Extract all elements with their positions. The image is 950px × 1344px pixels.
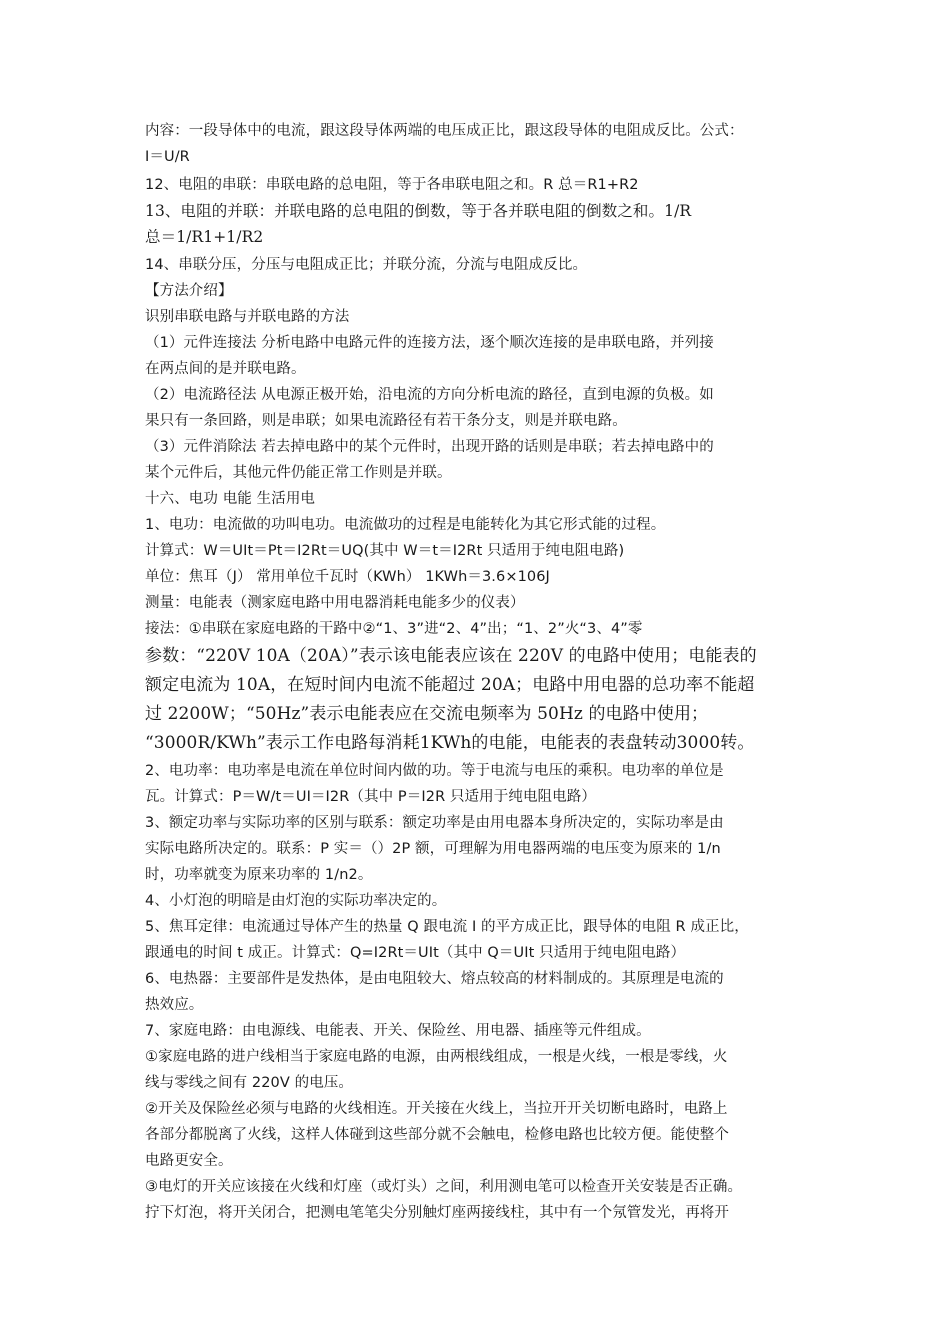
bulb-brightness-line: 4、小灯泡的明暗是由灯泡的实际功率决定的。 [145,893,447,909]
method-1-line-1: （1）元件连接法 分析电路中电路元件的连接方法，逐个顺次连接的是串联电路，并列接 [145,335,714,351]
method-3-line-1: （3）元件消除法 若去掉电路中的某个元件时，出现开路的话则是串联；若去掉电路中的 [145,439,714,455]
electric-work-formula: 计算式：W＝UIt＝Pt＝I2Rt＝UQ(其中 W＝t＝I2Rt 只适用于纯电阻电路) [145,543,625,559]
electric-work-measure: 测量：电能表（测家庭电路中用电器消耗电能多少的仪表） [145,595,525,611]
home-circuit-2-line-2: 各部分都脱离了火线，这样人体碰到这些部分就不会触电，检修电路也比较方便。能使整个 [145,1127,729,1143]
electric-work-unit: 单位：焦耳（J） 常用单位千瓦时（KWh） 1KWh＝3.6×106J [145,569,550,585]
parallel-resistance-formula: 总＝1/R1+1/R2 [145,228,264,246]
electric-work-wiring: 接法：①串联在家庭电路的干路中②“1、3”进“2、4”出；“1、2”火“3、4”零 [145,621,643,637]
heater-line-2: 热效应。 [145,997,204,1013]
section-16-heading: 十六、电功 电能 生活用电 [145,491,316,507]
method-2-line-2: 果只有一条回路，则是串联；如果电流路径有若干条分支，则是并联电路。 [145,413,627,429]
series-resistance-line: 12、电阻的串联：串联电路的总电阻，等于各串联电阻之和。R 总＝R1+R2 [145,177,639,193]
home-circuit-2-line-3: 电路更安全。 [145,1153,233,1169]
method-heading: 【方法介绍】 [145,283,233,299]
home-circuit-1-line-1: ①家庭电路的进户线相当于家庭电路的电源，由两根线组成，一根是火线，一根是零线，火 [145,1049,728,1065]
heater-line-1: 6、电热器：主要部件是发热体，是由电阻较大、熔点较高的材料制成的。其原理是电流的 [145,971,724,987]
rated-power-line-3: 时，功率就变为原来功率的 1/n2。 [145,867,373,883]
rated-power-line-1: 3、额定功率与实际功率的区别与联系：额定功率是由用电器本身所决定的，实际功率是由 [145,815,724,831]
joule-law-line-1: 5、焦耳定律：电流通过导体产生的热量 Q 跟电流 I 的平方成正比，跟导体的电阻 R 成正比， [145,919,749,935]
home-circuit-1-line-2: 线与零线之间有 220V 的电压。 [145,1075,354,1091]
rated-power-line-2: 实际电路所决定的。联系：P 实＝（）2P 额，可理解为用电器两端的电压变为原来的 1/n [145,841,721,857]
meter-params-line-2: 额定电流为 10A，在短时间内电流不能超过 20A；电路中用电器的总功率不能超 [145,675,755,695]
home-circuit-3-line-2: 拧下灯泡，将开关闭合，把测电笔笔尖分别触灯座两接线柱，其中有一个氖管发光，再将开 [145,1205,729,1221]
home-circuit-3-line-1: ③电灯的开关应该接在火线和灯座（或灯头）之间，利用测电笔可以检查开关安装是否正确。 [145,1179,743,1195]
divide-voltage-line: 14、串联分压，分压与电阻成正比；并联分流，分流与电阻成反比。 [145,257,588,273]
method-2-line-1: （2）电流路径法 从电源正极开始，沿电流的方向分析电流的路径，直到电源的负极。如 [145,387,714,403]
home-circuit-line: 7、家庭电路：由电源线、电能表、开关、保险丝、用电器、插座等元件组成。 [145,1023,651,1039]
power-line-1: 2、电功率：电功率是电流在单位时间内做的功。等于电流与电压的乘积。电功率的单位是 [145,763,724,779]
method-3-line-2: 某个元件后，其他元件仍能正常工作则是并联。 [145,465,452,481]
law-content-line: 内容：一段导体中的电流，跟这段导体两端的电压成正比，跟这段导体的电阻成反比。公式： [145,123,744,139]
method-subheading: 识别串联电路与并联电路的方法 [145,309,350,325]
electric-work-line: 1、电功：电流做的功叫电功。电流做功的过程是电能转化为其它形式能的过程。 [145,517,666,533]
meter-params-line-4: “3000R/KWh”表示工作电路每消耗1KWh的电能，电能表的表盘转动3000转。 [145,733,755,753]
power-line-2: 瓦。计算式：P＝W/t＝UI＝I2R（其中 P＝I2R 只适用于纯电阻电路） [145,789,596,805]
meter-params-line-3: 过 2200W；“50Hz”表示电能表应在交流电频率为 50Hz 的电路中使用； [145,704,709,724]
document-body [145,118,810,1226]
parallel-resistance-line: 13、电阻的并联：并联电路的总电阻的倒数，等于各并联电阻的倒数之和。1/R [145,202,692,220]
law-formula-line: I＝U/R [145,149,190,165]
joule-law-line-2: 跟通电的时间 t 成正。计算式：Q=I2Rt＝UIt（其中 Q＝UIt 只适用于纯电阻电路） [145,945,686,961]
home-circuit-2-line-1: ②开关及保险丝必须与电路的火线相连。开关接在火线上，当拉开开关切断电路时，电路上 [145,1101,728,1117]
meter-params-line-1: 参数：“220V 10A（20A）”表示该电能表应该在 220V 的电路中使用；电能表的 [145,646,757,666]
method-1-line-2: 在两点间的是并联电路。 [145,361,306,377]
